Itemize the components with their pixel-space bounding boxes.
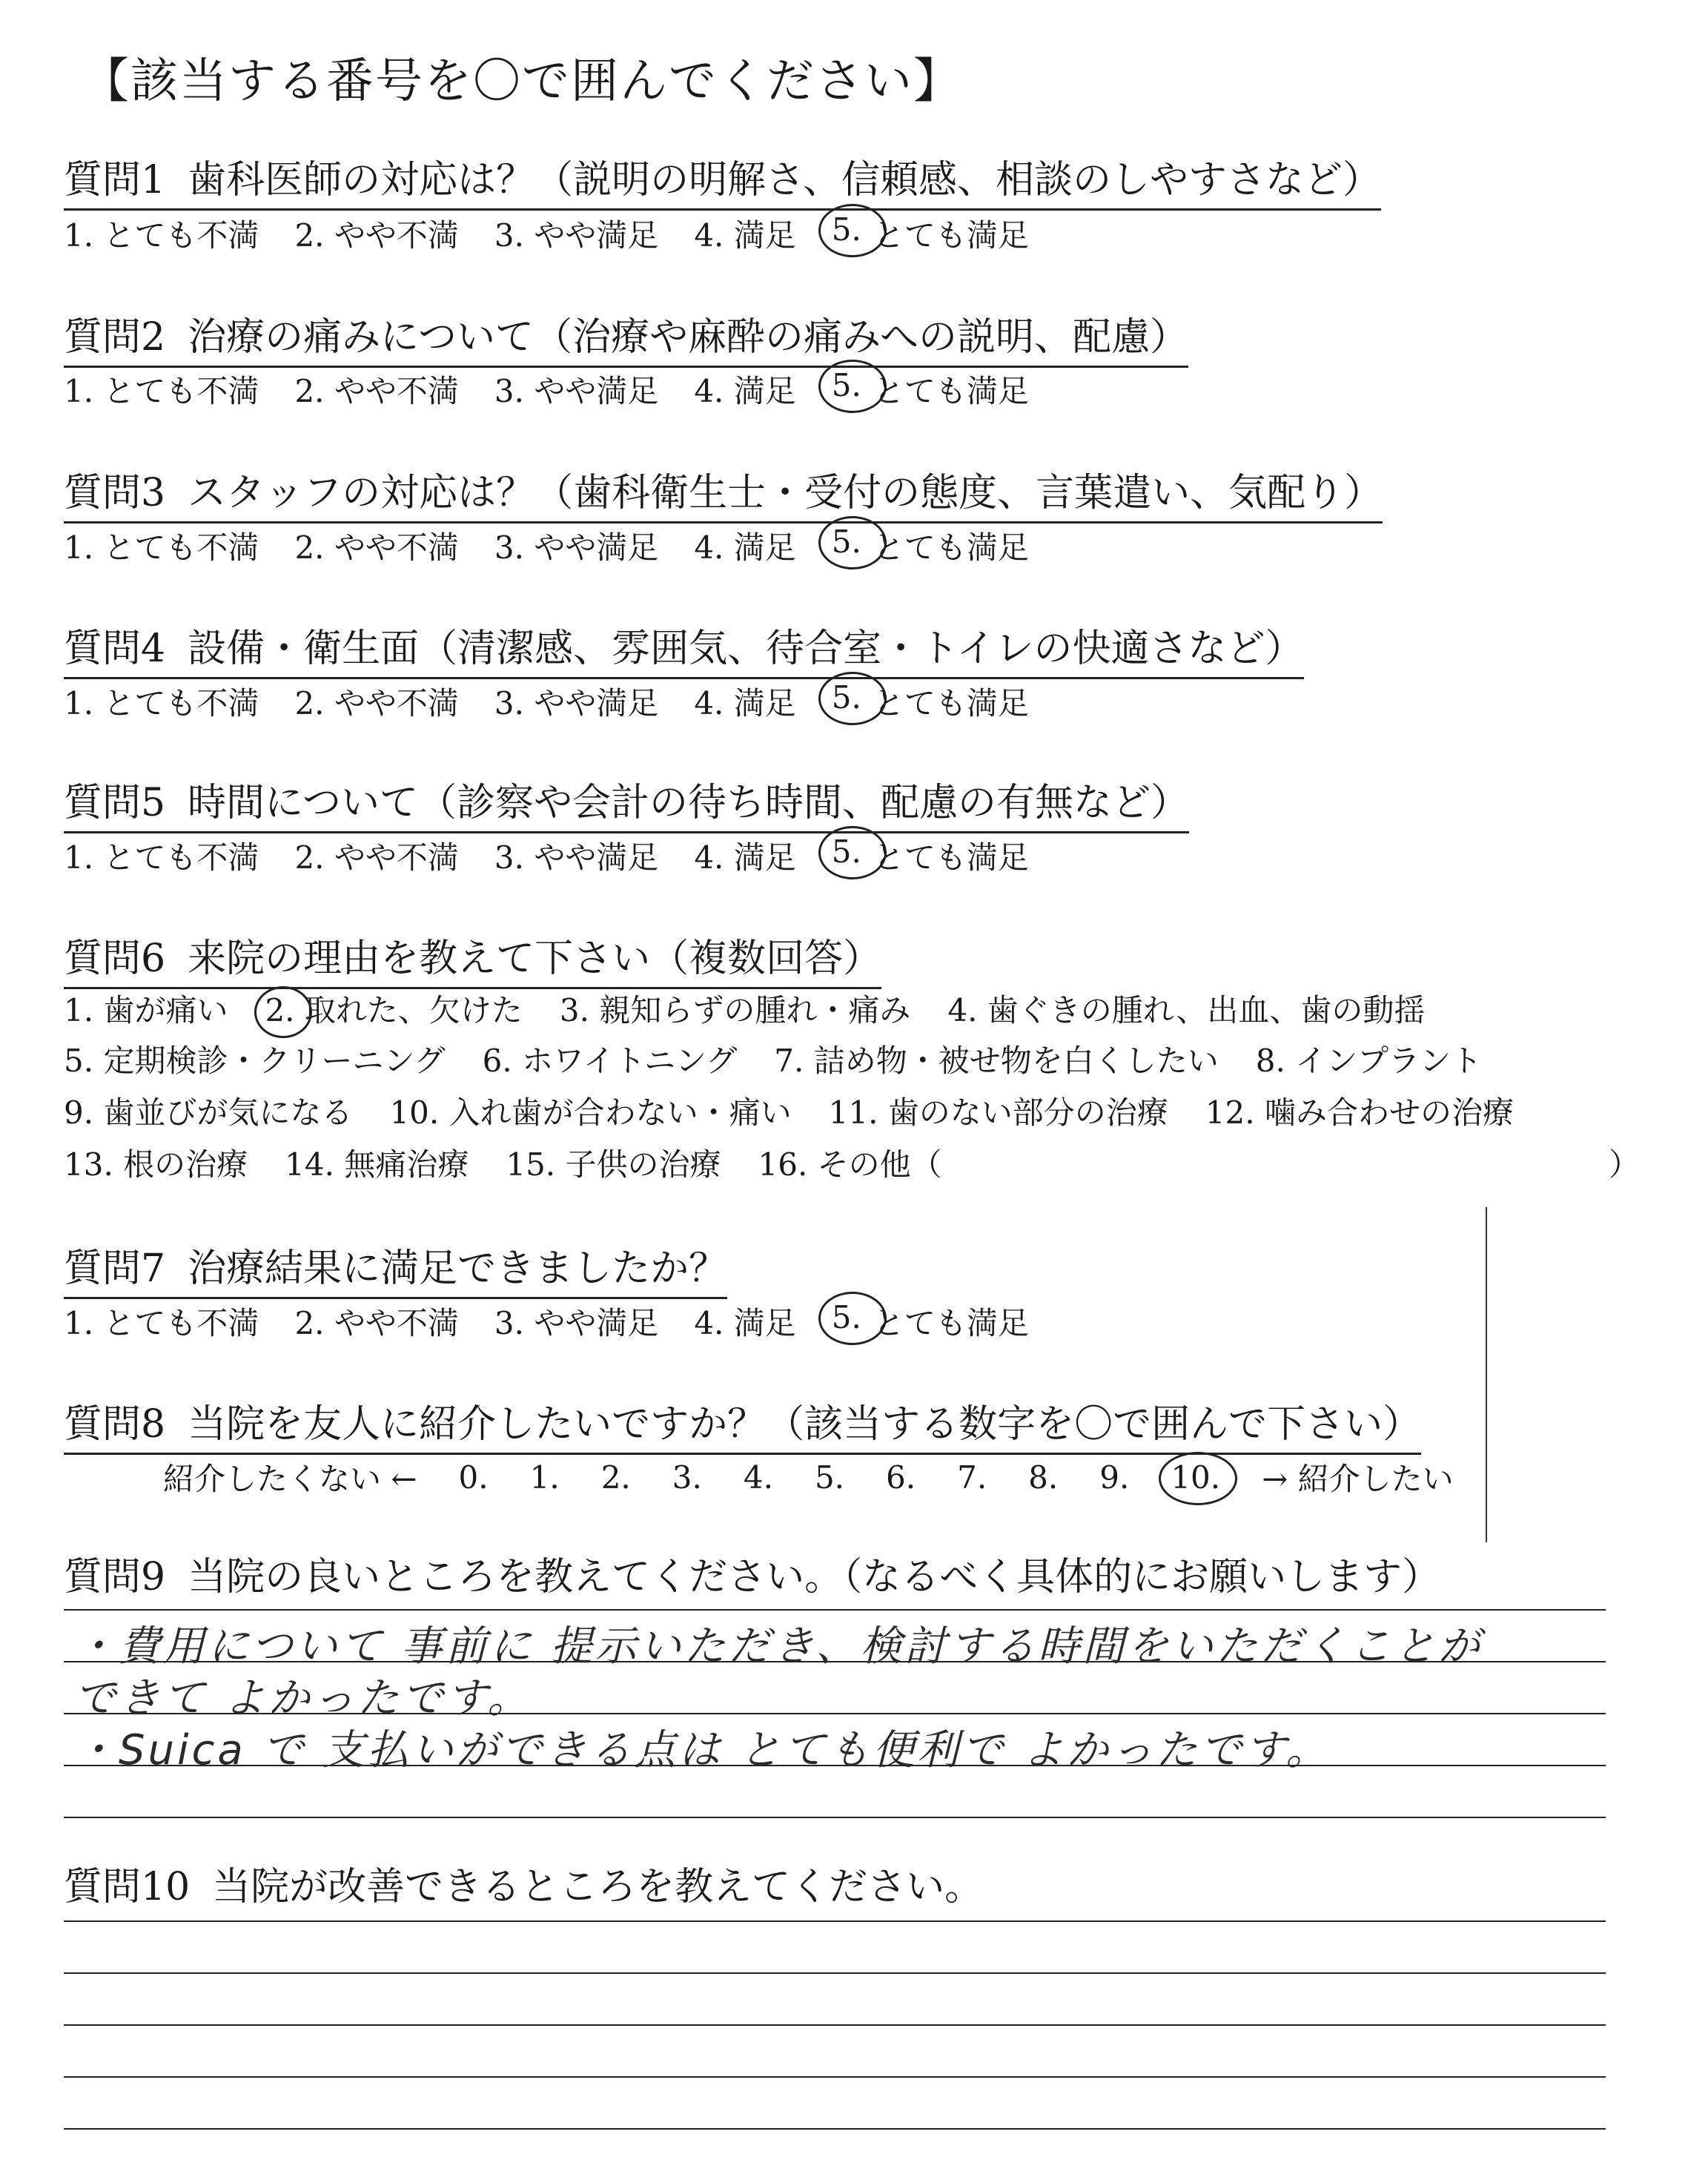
page-title: 【該当する番号を〇で囲んでください】 (82, 54, 962, 109)
other-close-paren: ） (1609, 1146, 1641, 1183)
question-number: 質問7 (64, 1246, 166, 1291)
question-9-heading (64, 1545, 1440, 1605)
reason-number: 16. (758, 1146, 808, 1183)
question-3-heading (64, 461, 1383, 524)
reason-number: 15. (506, 1146, 556, 1183)
question-text: 当院が改善できるところを教えてください。 (212, 1865, 984, 1909)
option-3[interactable]: 3. やや満足 (494, 685, 659, 721)
question-text: 当院を友人に紹介したいですか？（該当する数字を〇で囲んで下さい） (188, 1402, 1422, 1447)
scale-8[interactable]: 8. (1028, 1459, 1059, 1496)
scale-6[interactable]: 6. (886, 1459, 916, 1496)
question-8-heading (64, 1393, 1421, 1455)
option-2[interactable]: 2. やや不満 (294, 529, 459, 566)
question-5-heading (64, 771, 1189, 833)
reasons-row-3 (64, 1089, 1551, 1133)
question-text: 時間について（診察や会計の待ち時間、配慮の有無など） (188, 781, 1190, 825)
question-7-options (64, 1299, 1065, 1344)
answer-line (64, 1817, 1606, 1818)
scan-edge-line (1486, 1207, 1487, 1542)
reason-7[interactable] (774, 1037, 1218, 1081)
scale-9[interactable]: 9. (1099, 1459, 1130, 1496)
question-10-heading (64, 1855, 983, 1915)
q9-answer-line-1: ・費用について 事前に 提示いただき、検討する時間をいただくことが (74, 1622, 1483, 1671)
reason-label: ホワイトニング (522, 1043, 738, 1079)
reason-11[interactable] (829, 1089, 1168, 1133)
reason-number: 7. (774, 1043, 804, 1079)
reason-9[interactable] (64, 1089, 352, 1133)
scale-4[interactable]: 4. (743, 1459, 773, 1496)
option-1[interactable]: 1. とても不満 (64, 217, 259, 254)
reason-label: 噛み合わせの治療 (1264, 1094, 1514, 1131)
answer-line (64, 2128, 1606, 2130)
reason-label: 詰め物・被せ物を白くしたい (813, 1043, 1219, 1079)
question-text: 来院の理由を教えて下さい（複数回答） (188, 937, 882, 981)
option-4[interactable]: 4. 満足 (694, 373, 796, 409)
scale-7[interactable]: 7. (957, 1459, 987, 1496)
reason-14[interactable] (285, 1140, 469, 1185)
reason-number: 12. (1205, 1094, 1255, 1131)
option-2[interactable]: 2. やや不満 (294, 1305, 459, 1341)
reason-number: 6. (482, 1043, 512, 1079)
option-2[interactable]: 2. やや不満 (294, 217, 459, 254)
question-number: 質問2 (64, 315, 166, 360)
answer-line (64, 1920, 1606, 1922)
question-text: 治療の痛みについて（治療や麻酔の痛みへの説明、配慮） (188, 315, 1189, 360)
reason-label: 入れ歯が合わない・痛い (448, 1094, 792, 1131)
option-1[interactable]: 1. とても不満 (64, 839, 259, 876)
reason-8[interactable] (1256, 1037, 1482, 1081)
reason-label: 取れた、欠けた (304, 992, 523, 1028)
reason-number: 14. (285, 1146, 334, 1183)
option-5-label: とても満足 (873, 685, 1029, 721)
reason-6[interactable] (483, 1037, 738, 1081)
reason-number: 8. (1255, 1043, 1285, 1079)
reason-label: 親知らずの腫れ・痛み (599, 992, 911, 1028)
reason-number: 9. (64, 1094, 94, 1131)
question-text: 当院の良いところを教えてください。（なるべく具体的にお願いします） (188, 1555, 1441, 1599)
option-5-circled[interactable]: 5. (832, 211, 861, 256)
reason-number: 3. (559, 992, 589, 1028)
option-1[interactable]: 1. とても不満 (64, 529, 259, 566)
reason-number: 4. (947, 992, 978, 1028)
option-5-label: とても満足 (873, 373, 1029, 409)
reason-label: 定期検診・クリーニング (103, 1043, 446, 1079)
question-text: 設備・衛生面（清潔感、雰囲気、待合室・トイレの快適さなど） (188, 627, 1304, 671)
reason-4[interactable] (947, 986, 1425, 1031)
option-5-label: とても満足 (873, 529, 1029, 566)
question-text: 歯科医師の対応は？（説明の明解さ、信頼感、相談のしやすさなど） (188, 158, 1382, 202)
question-5-options (64, 833, 1065, 878)
option-5-circled[interactable]: 5. (832, 524, 861, 568)
option-4[interactable]: 4. 満足 (694, 529, 796, 566)
option-1[interactable]: 1. とても不満 (64, 373, 259, 409)
option-4[interactable]: 4. 満足 (694, 1305, 796, 1341)
question-number: 質問6 (64, 937, 166, 981)
scale-5[interactable]: 5. (814, 1459, 845, 1496)
option-5-circled[interactable]: 5. (832, 1299, 861, 1344)
question-4-heading (64, 617, 1304, 679)
scale-1[interactable]: 1. (529, 1459, 560, 1496)
reason-number: 5. (64, 1043, 94, 1079)
question-2-options (64, 367, 1065, 412)
question-4-options (64, 679, 1065, 724)
option-1[interactable]: 1. とても不満 (64, 1305, 259, 1341)
question-3-options (64, 524, 1065, 568)
question-number: 質問9 (64, 1555, 166, 1599)
option-5-label: とても満足 (873, 217, 1029, 254)
option-4[interactable]: 4. 満足 (694, 217, 796, 254)
option-3[interactable]: 3. やや満足 (494, 373, 659, 409)
option-5-circled[interactable]: 5. (832, 833, 861, 878)
scale-right-label: → 紹介したい (1262, 1461, 1454, 1497)
option-2[interactable]: 2. やや不満 (294, 373, 459, 409)
reason-10[interactable] (389, 1089, 791, 1133)
reason-2-circled[interactable] (265, 986, 522, 1031)
reasons-row-4 (64, 1140, 979, 1185)
option-3[interactable]: 3. やや満足 (494, 529, 659, 566)
reason-label: 歯並びが気になる (103, 1094, 353, 1131)
reason-label: 子供の治療 (565, 1146, 721, 1183)
option-1[interactable]: 1. とても不満 (64, 685, 259, 721)
reason-label: 歯ぐきの腫れ、出血、歯の動揺 (987, 992, 1426, 1028)
reason-5[interactable] (64, 1037, 446, 1081)
reason-number: 13. (64, 1146, 113, 1183)
reason-number: 1. (64, 992, 94, 1028)
q9-answer-line-3: ・Suica で 支払いができる点は とても便利で よかったです。 (74, 1726, 1331, 1774)
reason-1[interactable] (64, 986, 228, 1031)
option-4[interactable]: 4. 満足 (694, 839, 796, 876)
reason-label: 歯が痛い (103, 992, 228, 1028)
option-3[interactable]: 3. やや満足 (494, 1305, 659, 1341)
reason-15[interactable] (506, 1140, 721, 1185)
option-4[interactable]: 4. 満足 (694, 685, 796, 721)
question-1-heading (64, 148, 1381, 211)
option-5-label: とても満足 (873, 1305, 1029, 1341)
reason-3[interactable] (560, 986, 910, 1031)
question-number: 質問10 (64, 1865, 191, 1909)
reason-number: 11. (828, 1094, 878, 1131)
scale-2[interactable]: 2. (600, 1459, 631, 1496)
question-7-heading (64, 1237, 727, 1299)
q9-answer-line-2: できて よかったです。 (74, 1674, 532, 1723)
reasons-row-2 (64, 1037, 1519, 1081)
option-3[interactable]: 3. やや満足 (494, 217, 659, 254)
question-number: 質問5 (64, 781, 166, 825)
reason-number: 10. (389, 1094, 440, 1131)
question-text: 治療結果に満足できましたか？ (188, 1246, 728, 1291)
option-5-circled[interactable]: 5. (832, 679, 861, 724)
reason-12[interactable] (1205, 1089, 1514, 1133)
option-2[interactable]: 2. やや不満 (294, 685, 459, 721)
question-number: 質問3 (64, 471, 166, 515)
scale-left-label: 紹介したくない ← (163, 1461, 417, 1497)
option-5-circled[interactable]: 5. (832, 367, 861, 412)
question-2-heading (64, 305, 1188, 368)
reason-label: 無痛治療 (344, 1146, 469, 1183)
reason-label: インプラント (1295, 1043, 1483, 1079)
reasons-row-1 (64, 986, 1462, 1031)
question-number: 質問8 (64, 1402, 166, 1447)
answer-line (64, 2076, 1606, 2078)
reason-16[interactable] (758, 1140, 942, 1185)
question-1-options (64, 211, 1065, 256)
scale-10-circled[interactable]: 10. (1171, 1459, 1221, 1496)
option-2[interactable]: 2. やや不満 (294, 839, 459, 876)
reason-label: その他（ (817, 1146, 942, 1183)
recommend-scale (163, 1455, 1495, 1499)
option-3[interactable]: 3. やや満足 (494, 839, 659, 876)
answer-line (64, 1972, 1606, 1974)
scale-0[interactable]: 0. (458, 1459, 489, 1496)
reason-label: 根の治療 (123, 1146, 248, 1183)
question-number: 質問4 (64, 627, 166, 671)
question-6-heading (64, 927, 881, 989)
question-text: スタッフの対応は？（歯科衛生士・受付の態度、言葉遣い、気配り） (188, 471, 1383, 515)
question-number: 質問1 (64, 158, 166, 202)
option-5-label: とても満足 (873, 839, 1029, 876)
answer-line (64, 1609, 1606, 1611)
reason-number: 2. (265, 992, 295, 1028)
answer-line (64, 2024, 1606, 2026)
reason-label: 歯のない部分の治療 (887, 1094, 1168, 1131)
reason-13[interactable] (64, 1140, 248, 1185)
scale-3[interactable]: 3. (672, 1459, 702, 1496)
